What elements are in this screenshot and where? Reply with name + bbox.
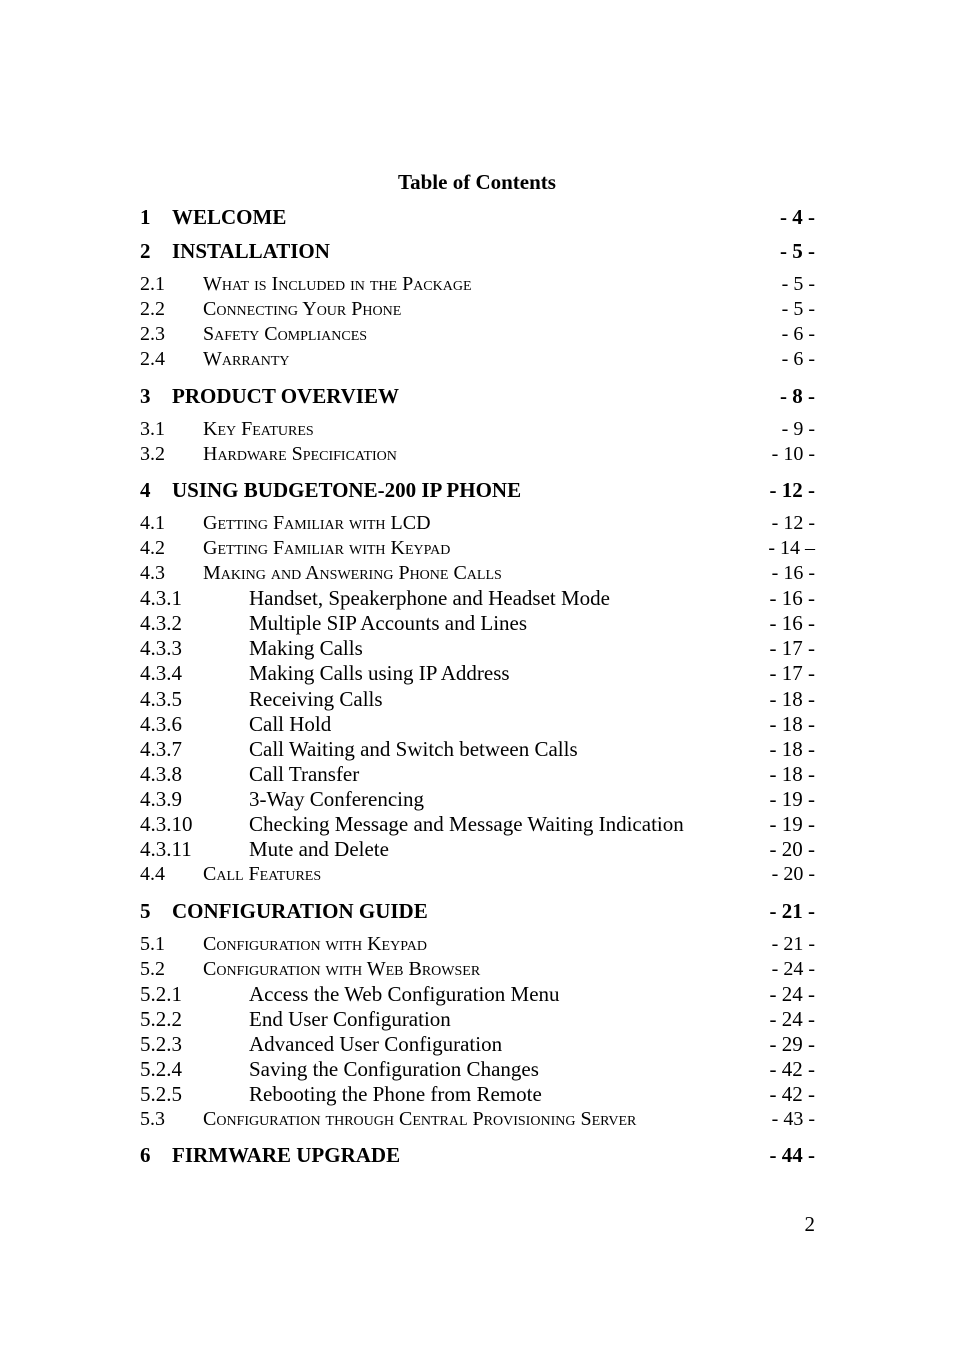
toc-entry-title: What is Included in the Package <box>203 273 472 295</box>
toc-entry-page: - 9 - <box>781 418 815 440</box>
toc-entry[interactable] <box>140 271 815 297</box>
toc-entry-page: - 6 - <box>781 323 815 345</box>
toc-entry-page: - 5 - <box>781 273 815 295</box>
toc-entry-number: 5.3 <box>140 1108 165 1130</box>
toc-entry-title: Call Features <box>203 863 322 885</box>
toc-entry-title: USING BUDGETONE-200 IP PHONE <box>172 478 522 502</box>
toc-entry[interactable] <box>140 560 815 586</box>
toc-entry-page: - 18 - <box>769 737 815 761</box>
toc-entry-number: 6 <box>140 1143 151 1167</box>
toc-entry-title: Multiple SIP Accounts and Lines <box>249 611 528 635</box>
toc-entry-page: - 20 - <box>771 863 815 885</box>
toc-entry-title: Receiving Calls <box>249 687 383 711</box>
toc-entry[interactable] <box>140 931 815 957</box>
toc-entry-page: - 17 - <box>769 661 815 685</box>
toc-entry[interactable] <box>140 441 815 467</box>
toc-entry-page: - 42 - <box>769 1082 815 1106</box>
toc-entry-title: Call Hold <box>249 712 332 736</box>
toc-entry[interactable] <box>140 660 815 686</box>
toc-entry-title: Key Features <box>203 418 314 440</box>
toc-entry-page: - 12 - <box>769 478 815 502</box>
toc-entry[interactable] <box>140 1006 815 1032</box>
toc-entry-title: Configuration with Web Browser <box>203 958 481 980</box>
toc-entry-title: Making Calls <box>249 636 363 660</box>
toc-entry[interactable] <box>140 416 815 442</box>
toc-entry-title: Making and Answering Phone Calls <box>203 562 502 584</box>
toc-entry-number: 5.2.5 <box>140 1082 182 1106</box>
toc-entry-number: 4.3.7 <box>140 737 182 761</box>
toc-entry-page: - 18 - <box>769 762 815 786</box>
toc-entry-title: Access the Web Configuration Menu <box>249 982 560 1006</box>
toc-entry-number: 4.1 <box>140 512 165 534</box>
toc-entry-number: 4.3.1 <box>140 586 182 610</box>
toc-entry-number: 4.3.3 <box>140 636 182 660</box>
toc-entry[interactable] <box>140 237 815 263</box>
toc-entry[interactable] <box>140 861 815 887</box>
toc-entry-page: - 24 - <box>771 958 815 980</box>
toc-entry-page: - 19 - <box>769 787 815 811</box>
toc-entry-title: Checking Message and Message Waiting Indication <box>249 812 684 836</box>
toc-entry[interactable] <box>140 535 815 561</box>
toc-entry[interactable] <box>140 1106 815 1132</box>
toc-entry-number: 3 <box>140 384 151 408</box>
toc-entry-number: 4.3 <box>140 562 165 584</box>
toc-entry-title: Call Waiting and Switch between Calls <box>249 737 578 761</box>
toc-entry[interactable] <box>140 1141 815 1167</box>
toc-entry[interactable] <box>140 635 815 661</box>
toc-entry-page: - 18 - <box>769 712 815 736</box>
toc-entry-title: Saving the Configuration Changes <box>249 1057 539 1081</box>
toc-entry-number: 4.3.9 <box>140 787 182 811</box>
page-number: 2 <box>804 1212 815 1236</box>
toc-entry-title: PRODUCT OVERVIEW <box>172 384 399 408</box>
toc-entry-title: Mute and Delete <box>249 837 389 861</box>
toc-entry-page: - 29 - <box>769 1032 815 1056</box>
toc-entry-number: 4.2 <box>140 537 165 559</box>
toc-entry[interactable] <box>140 836 815 862</box>
toc-entry[interactable] <box>140 1056 815 1082</box>
toc-entry-number: 2.2 <box>140 298 165 320</box>
toc-entry-title: Rebooting the Phone from Remote <box>249 1082 542 1106</box>
toc-entry[interactable] <box>140 382 815 408</box>
toc-entry-number: 4.3.11 <box>140 837 192 861</box>
toc-entry-number: 3.2 <box>140 443 165 465</box>
toc-entry[interactable] <box>140 321 815 347</box>
toc-entry-number: 5.2.3 <box>140 1032 182 1056</box>
toc-entry-page: - 43 - <box>771 1108 815 1130</box>
toc-entry-title: 3-Way Conferencing <box>249 787 424 811</box>
toc-entry-number: 4.3.4 <box>140 661 182 685</box>
toc-entry-page: - 18 - <box>769 687 815 711</box>
toc-entry-page: - 21 - <box>769 899 815 923</box>
toc-entry[interactable] <box>140 585 815 611</box>
toc-entry-title: Safety Compliances <box>203 323 368 345</box>
toc-entry-number: 4.3.8 <box>140 762 182 786</box>
toc-entry-page: - 10 - <box>771 443 815 465</box>
toc-entry-number: 1 <box>140 205 151 229</box>
toc-entry-title: INSTALLATION <box>172 239 330 263</box>
toc-entry[interactable] <box>140 786 815 812</box>
toc-entry[interactable] <box>140 686 815 712</box>
toc-entry-title: Configuration with Keypad <box>203 933 427 955</box>
toc-entry-number: 5.2 <box>140 958 165 980</box>
toc-entry-page: - 6 - <box>781 348 815 370</box>
toc-entry-number: 5.2.1 <box>140 982 182 1006</box>
toc-entry-title: Connecting Your Phone <box>203 298 402 320</box>
toc-entry-number: 2.4 <box>140 348 165 370</box>
toc-entry-number: 3.1 <box>140 418 165 440</box>
toc-entry-page: - 8 - <box>780 384 815 408</box>
toc-entry-number: 4.3.6 <box>140 712 182 736</box>
toc-entry[interactable] <box>140 761 815 787</box>
toc-entry-title: Getting Familiar with LCD <box>203 512 431 534</box>
toc-entry-page: - 5 - <box>780 239 815 263</box>
toc-entry-title: Configuration through Central Provisioning Server <box>203 1108 637 1130</box>
toc-entry[interactable] <box>140 736 815 762</box>
toc-title: Table of Contents <box>398 170 556 194</box>
toc-entry-number: 5.1 <box>140 933 165 955</box>
toc-entry-page: - 16 - <box>769 611 815 635</box>
toc-entry[interactable] <box>140 476 815 502</box>
toc-entry-number: 4.4 <box>140 863 165 885</box>
toc-entry-page: - 16 - <box>771 562 815 584</box>
toc-entry-title: Warranty <box>203 348 290 370</box>
toc-entry-number: 2 <box>140 239 151 263</box>
toc-entry-page: - 19 - <box>769 812 815 836</box>
toc-entry[interactable] <box>140 346 815 372</box>
toc-entry-number: 5.2.2 <box>140 1007 182 1031</box>
toc-entry-page: - 44 - <box>769 1143 815 1167</box>
toc-entry-title: Hardware Specification <box>203 443 397 465</box>
toc-entry-number: 2.1 <box>140 273 165 295</box>
toc-entry-title: End User Configuration <box>249 1007 451 1031</box>
toc-entry-number: 4 <box>140 478 151 502</box>
toc-entry[interactable] <box>140 510 815 536</box>
toc-entry[interactable] <box>140 610 815 636</box>
toc-entry-title: CONFIGURATION GUIDE <box>172 899 428 923</box>
toc-entry[interactable] <box>140 897 815 923</box>
toc-entry-page: - 42 - <box>769 1057 815 1081</box>
toc-entry-page: - 14 – <box>768 537 815 559</box>
toc-entry-number: 4.3.10 <box>140 812 193 836</box>
toc-entry-page: - 24 - <box>769 982 815 1006</box>
toc-entry-page: - 24 - <box>769 1007 815 1031</box>
toc-entry-title: WELCOME <box>172 205 287 229</box>
toc-entry[interactable] <box>140 956 815 982</box>
toc-entry[interactable] <box>140 296 815 322</box>
toc-entry-page: - 20 - <box>769 837 815 861</box>
toc-entry[interactable] <box>140 1081 815 1107</box>
toc-entry-page: - 16 - <box>769 586 815 610</box>
toc-entry-number: 4.3.5 <box>140 687 182 711</box>
toc-entry[interactable] <box>140 811 815 837</box>
toc-entry-title: Call Transfer <box>249 762 360 786</box>
toc-entry-page: - 5 - <box>781 298 815 320</box>
toc-entry-page: - 12 - <box>771 512 815 534</box>
toc-entry-number: 5.2.4 <box>140 1057 182 1081</box>
toc-entry-page: - 17 - <box>769 636 815 660</box>
toc-entry-page: - 21 - <box>771 933 815 955</box>
toc-entry[interactable] <box>140 203 815 229</box>
toc-entry-number: 5 <box>140 899 151 923</box>
toc-entry[interactable] <box>140 1031 815 1057</box>
toc-entry-title: Advanced User Configuration <box>249 1032 503 1056</box>
toc-entry-title: Making Calls using IP Address <box>249 661 510 685</box>
toc-entry-page: - 4 - <box>780 205 815 229</box>
toc-entry-title: Getting Familiar with Keypad <box>203 537 451 559</box>
toc-entry[interactable] <box>140 711 815 737</box>
toc-entry[interactable] <box>140 981 815 1007</box>
toc-entry-title: FIRMWARE UPGRADE <box>172 1143 401 1167</box>
toc-entry-number: 2.3 <box>140 323 165 345</box>
toc-entry-title: Handset, Speakerphone and Headset Mode <box>249 586 610 610</box>
toc-entry-number: 4.3.2 <box>140 611 182 635</box>
